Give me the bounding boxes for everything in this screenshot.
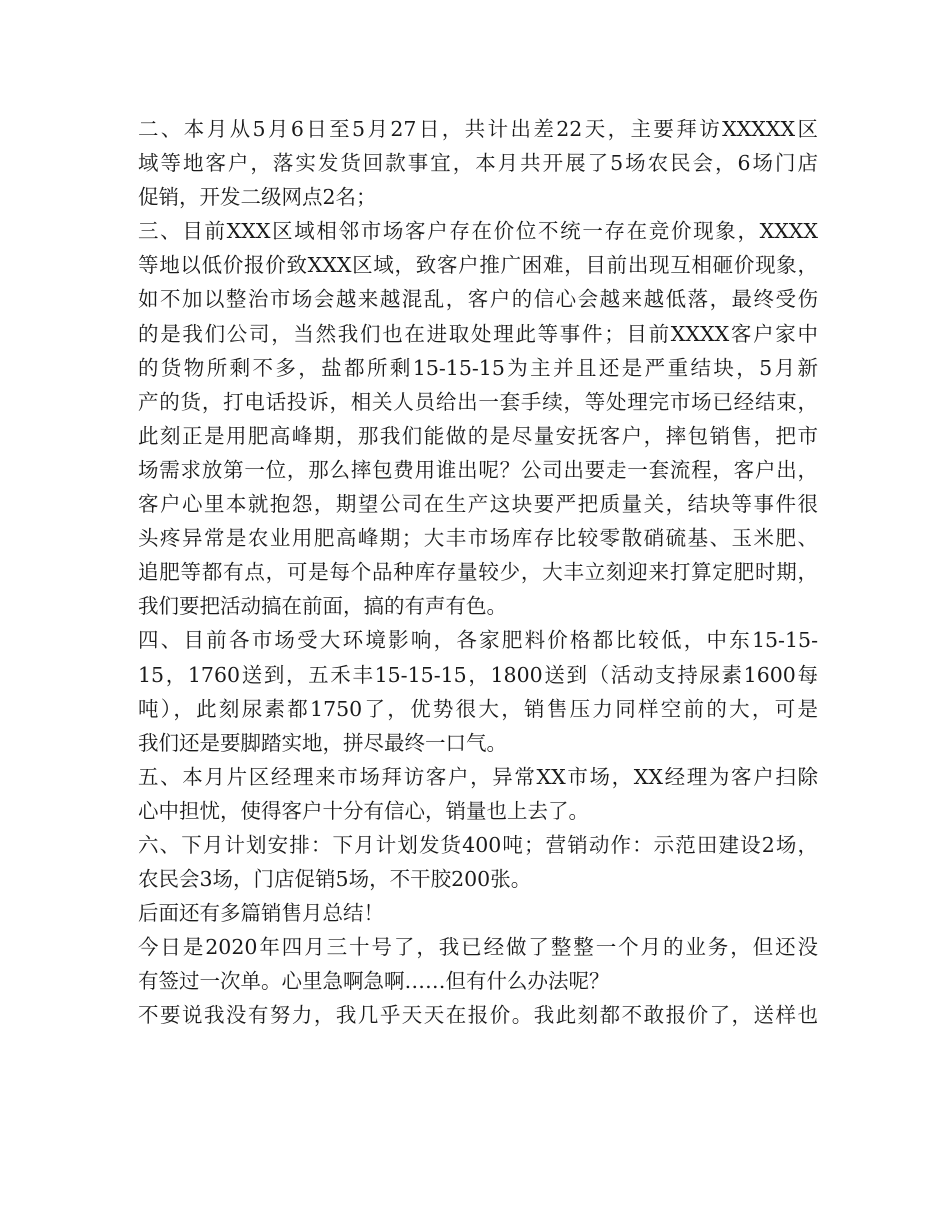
text-line: 追肥等都有点，可是每个品种库存量较少，大丰立刻迎来打算定肥时期， [138,560,818,585]
text-line: 今日是2020年四月三十号了，我已经做了整整一个月的业务，但还没 [138,935,818,960]
text-line: 心中担忧，使得客户十分有信心，销量也上去了。 [138,798,589,823]
text-line: 此刻正是用肥高峰期，那我们能做的是尽量安抚客户，摔包销售，把市 [138,423,818,448]
text-line: 农民会3场，门店促销5场，不干胶200张。 [138,867,532,892]
text-line: 客户心里本就抱怨，期望公司在生产这块要严把质量关，结块等事件很 [138,492,818,517]
text-line: 域等地客户，落实发货回款事宜，本月共开展了5场农民会，6场门店 [138,151,818,176]
text-line: 后面还有多篇销售月总结！ [138,901,384,926]
text-line: 吨），此刻尿素都1750了，优势很大，销售压力同样空前的大，可是 [138,696,818,721]
text-line: 产的货，打电话投诉，相关人员给出一套手续，等处理完市场已经结束， [138,389,818,414]
text-line: 二、本月从5月6日至5月27日，共计出差22天，主要拜访XXXXX区 [138,117,818,141]
text-line: 五、本月片区经理来市场拜访客户，异常XX市场，XX经理为客户扫除 [138,764,818,789]
text-line: 六、下月计划安排：下月计划发货400吨；营销动作：示范田建设2场， [138,832,818,857]
text-line: 我们要把活动搞在前面，搞的有声有色。 [138,594,507,619]
text-line: 15，1760送到，五禾丰15-15-15，1800送到（活动支持尿素1600每 [138,662,818,687]
text-line: 的货物所剩不多，盐都所剩15-15-15为主并且还是严重结块，5月新 [138,355,818,380]
text-line: 不要说我没有努力，我几乎天天在报价。我此刻都不敢报价了，送样也 [138,1003,818,1028]
text-line: 等地以低价报价致XXX区域，致客户推广困难，目前出现互相砸价现象， [138,253,818,278]
text-line: 有签过一次单。心里急啊急啊……但有什么办法呢？ [138,969,610,994]
text-line: 的是我们公司，当然我们也在进取处理此等事件；目前XXXX客户家中 [138,321,818,346]
text-line: 促销，开发二级网点2名； [138,185,377,210]
text-line: 我们还是要脚踏实地，拼尽最终一口气。 [138,730,507,755]
text-line: 三、目前XXX区域相邻市场客户存在价位不统一存在竞价现象，XXXX [138,219,818,244]
document-body [138,112,818,1033]
text-line: 场需求放第一位，那么摔包费用谁出呢？公司出要走一套流程，客户出， [138,457,818,482]
text-line: 四、目前各市场受大环境影响，各家肥料价格都比较低，中东15-15- [138,628,818,653]
text-line: 如不加以整治市场会越来越混乱，客户的信心会越来越低落，最终受伤 [138,287,818,312]
text-line: 头疼异常是农业用肥高峰期；大丰市场库存比较零散硝硫基、玉米肥、 [138,526,818,551]
